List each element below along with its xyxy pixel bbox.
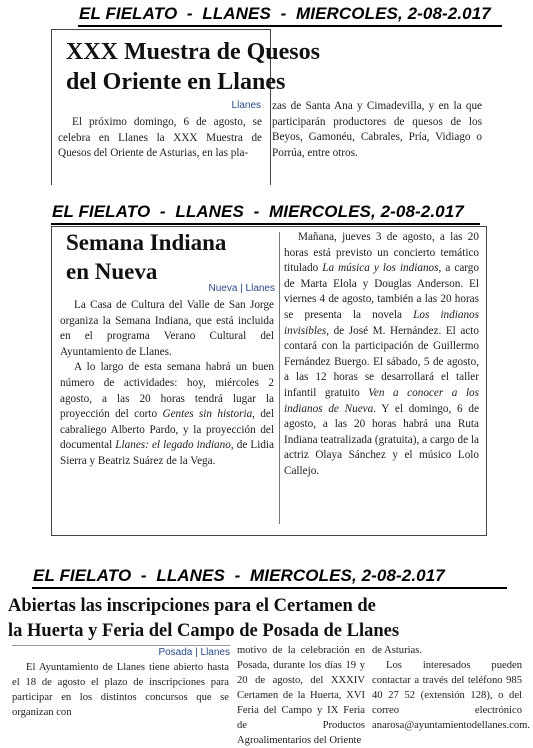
article-paragraph <box>284 230 479 480</box>
header-underline <box>51 223 480 225</box>
article-paragraph <box>60 360 274 469</box>
text-run: , del cabraliego Alberto Pardo, y la proyección del documental <box>60 408 275 452</box>
article-paragraph: El Ayuntamiento de Llanes tiene abierto hasta el 18 de agosto el plazo de inscripciones para participar en los distintos concursos que se organizan con <box>12 662 229 718</box>
novel-title: Los indianos invisibles <box>284 308 479 337</box>
article-column <box>272 99 482 181</box>
article-location: Llanes <box>231 100 261 111</box>
text-run: . Y el domingo, 6 de agosto, a las 20 horas habrá una Ruta Indiana teatralizada (gratuita), a cargo de la actriz Olaya Sánchez y el músico Lolo Callejo. <box>284 402 479 477</box>
concert-title: La música y los indianos <box>322 262 439 275</box>
text-run: , de José M. Hernández. El acto contará con la participación de Guillermo Fernández Buergo. El sábado, 5 de agosto, a las 12 horas se desarrollará el taller infantil gratuito <box>284 324 479 399</box>
article-paragraph: zas de Santa Ana y Cimadevilla, y en la que participarán productores de quesos de los Beyos, Gamonéu, Cabrales, Pría, Vidiago o Porrúa, entre otros. <box>272 100 482 159</box>
article-title-line: Abiertas las inscripciones para el Certamen de <box>8 596 376 616</box>
newspaper-header: EL FIELATO - LLANES - MIERCOLES, 2-08-2.017 <box>52 202 464 221</box>
header-underline <box>32 587 507 589</box>
article-title <box>66 228 226 286</box>
article-paragraph: La Casa de Cultura del Valle de San Jorge organiza la Semana Indiana, que está incluida en el programa Verano Cultural del Ayuntamiento de Llanes. <box>60 299 274 358</box>
article-title <box>66 37 320 97</box>
article-title-line: del Oriente en Llanes <box>66 69 286 95</box>
text-run: , de Lidia Sierra y Beatriz Suárez de la Vega. <box>60 439 274 467</box>
workshop-title: Ven a conocer a los indianos de Nueva <box>284 386 479 415</box>
text-run: Mañana, jueves 3 de agosto, a las 20 horas está previsto un concierto temático titulado <box>284 231 479 275</box>
article-title-line: Semana Indiana <box>66 230 227 255</box>
text-run: A lo largo de esta semana habrá un buen número de actividades: hoy, miércoles 2 agosto, a las 20 horas tendrá lugar la proyección del corto <box>60 361 274 421</box>
newspaper-header: EL FIELATO - LLANES - MIERCOLES, 2-08-2.017 <box>79 4 491 23</box>
article-column <box>12 660 229 733</box>
article-title-line: XXX Muestra de Quesos <box>66 39 320 65</box>
location-separator <box>12 645 230 646</box>
article-title-line: en Nueva <box>66 259 158 284</box>
newspaper-header: EL FIELATO - LLANES - MIERCOLES, 2-08-2.017 <box>33 566 445 585</box>
article-paragraph: Los interesados pueden contactar a través del teléfono 985 40 27 52 (extensión 128), o del correo electrónico anarosa@ayuntamientodellanes.com. <box>372 660 531 731</box>
article-location: Nueva | Llanes <box>208 283 275 294</box>
article-paragraph: El próximo domingo, 6 de agosto, se celebra en Llanes la XXX Muestra de Quesos del Oriente de Asturias, en las pla- <box>58 116 262 160</box>
article-paragraph: motivo de la celebración en Posada, durante los días 19 y 20 de agosto, del XXXIV Certamen de la Huerta, XVI Feria del Campo y IX Feria de Productos Agroalimentarios del Oriente <box>237 645 365 746</box>
documentary-title: Llanes: el legado indiano <box>115 439 231 452</box>
article-column <box>58 115 262 179</box>
article-location: Posada | Llanes <box>158 647 230 658</box>
article-column <box>60 298 274 526</box>
text-run: , a cargo de Marta Elola y Douglas Anderson. El viernes 4 de agosto, también a las 20 horas se presenta la novela <box>284 262 479 321</box>
article-column <box>372 643 531 733</box>
article-title-line: la Huerta y Feria del Campo de Posada de Llanes <box>8 621 400 641</box>
film-title: Gentes sin historia <box>162 408 253 421</box>
article-column <box>284 230 479 528</box>
article-column <box>237 643 365 746</box>
column-divider <box>279 232 280 524</box>
article-title <box>8 594 399 644</box>
header-underline <box>78 25 502 27</box>
article-paragraph: de Asturias. <box>372 645 423 656</box>
